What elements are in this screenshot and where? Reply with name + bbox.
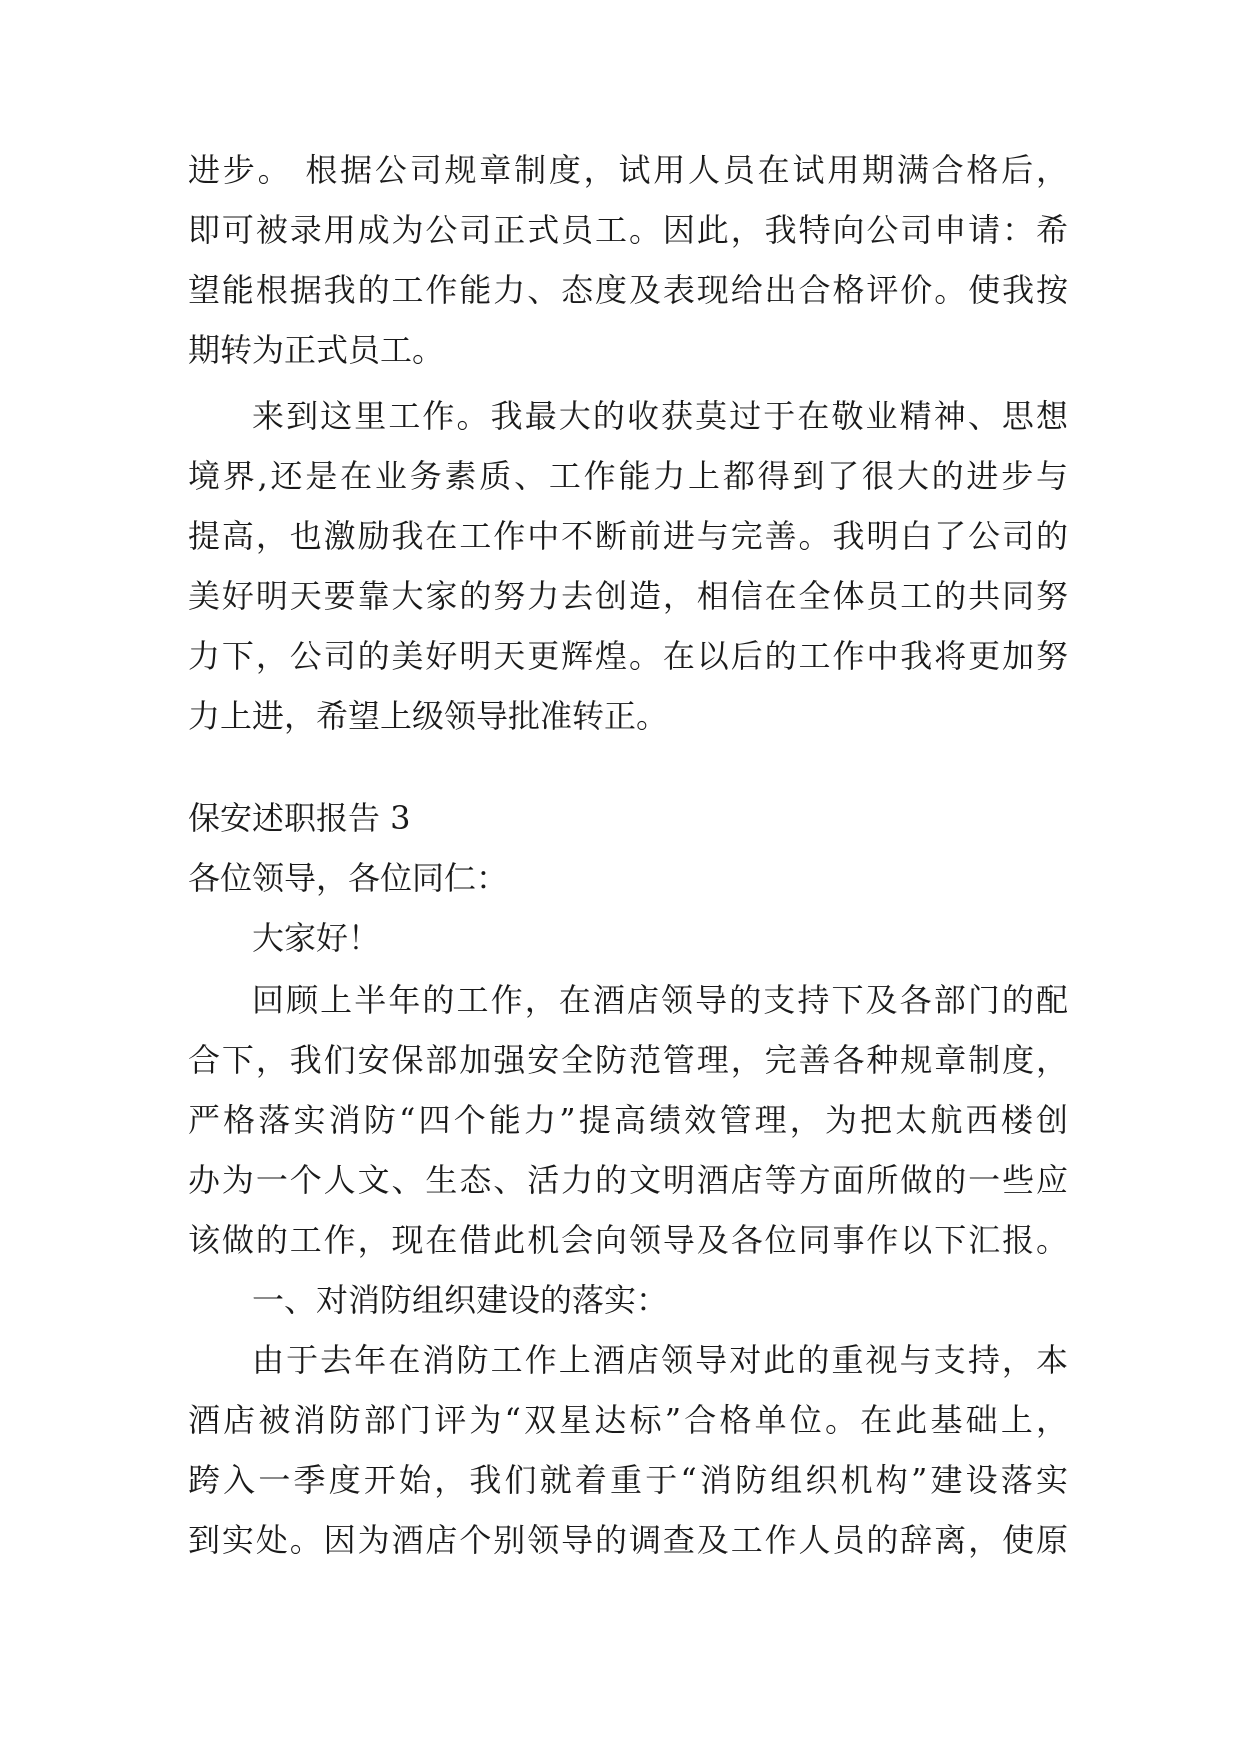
greeting: 大家好！ <box>252 919 381 957</box>
text-line: 该做的工作，现在借此机会向领导及各位同事作以下汇报。 <box>188 1221 1068 1259</box>
text-line: 进步。 根据公司规章制度，试用人员在试用期满合格后， <box>188 151 1068 189</box>
text-line: 合下，我们安保部加强安全防范管理，完善各种规章制度， <box>188 1041 1068 1079</box>
text-line: 回顾上半年的工作，在酒店领导的支持下及各部门的配 <box>252 981 1068 1019</box>
text-line: 到实处。因为酒店个别领导的调查及工作人员的辞离，使原 <box>188 1521 1068 1559</box>
text-line: 严格落实消防“四个能力”提高绩效管理，为把太航西楼创 <box>188 1101 1068 1139</box>
text-line: 跨入一季度开始，我们就着重于“消防组织机构”建设落实 <box>188 1461 1068 1499</box>
text-line: 望能根据我的工作能力、态度及表现给出合格评价。使我按 <box>188 271 1068 309</box>
salutation: 各位领导，各位同仁： <box>188 859 509 897</box>
text-line: 力上进，希望上级领导批准转正。 <box>188 697 669 735</box>
text-line: 力下，公司的美好明天更辉煌。在以后的工作中我将更加努 <box>188 637 1068 675</box>
text-line: 提高，也激励我在工作中不断前进与完善。我明白了公司的 <box>188 517 1068 555</box>
text-line: 酒店被消防部门评为“双星达标”合格单位。在此基础上， <box>188 1401 1068 1439</box>
text-line: 境界,还是在业务素质、工作能力上都得到了很大的进步与 <box>188 457 1068 495</box>
text-line: 办为一个人文、生态、活力的文明酒店等方面所做的一些应 <box>188 1161 1068 1199</box>
text-line: 期转为正式员工。 <box>188 331 445 369</box>
text-line: 由于去年在消防工作上酒店领导对此的重视与支持，本 <box>252 1341 1068 1379</box>
section-heading: 保安述职报告 3 <box>188 799 411 837</box>
text-line: 美好明天要靠大家的努力去创造，相信在全体员工的共同努 <box>188 577 1068 615</box>
text-line: 来到这里工作。我最大的收获莫过于在敬业精神、思想 <box>252 397 1068 435</box>
text-line: 即可被录用成为公司正式员工。因此，我特向公司申请：希 <box>188 211 1068 249</box>
subheading: 一、对消防组织建设的落实： <box>252 1281 669 1319</box>
